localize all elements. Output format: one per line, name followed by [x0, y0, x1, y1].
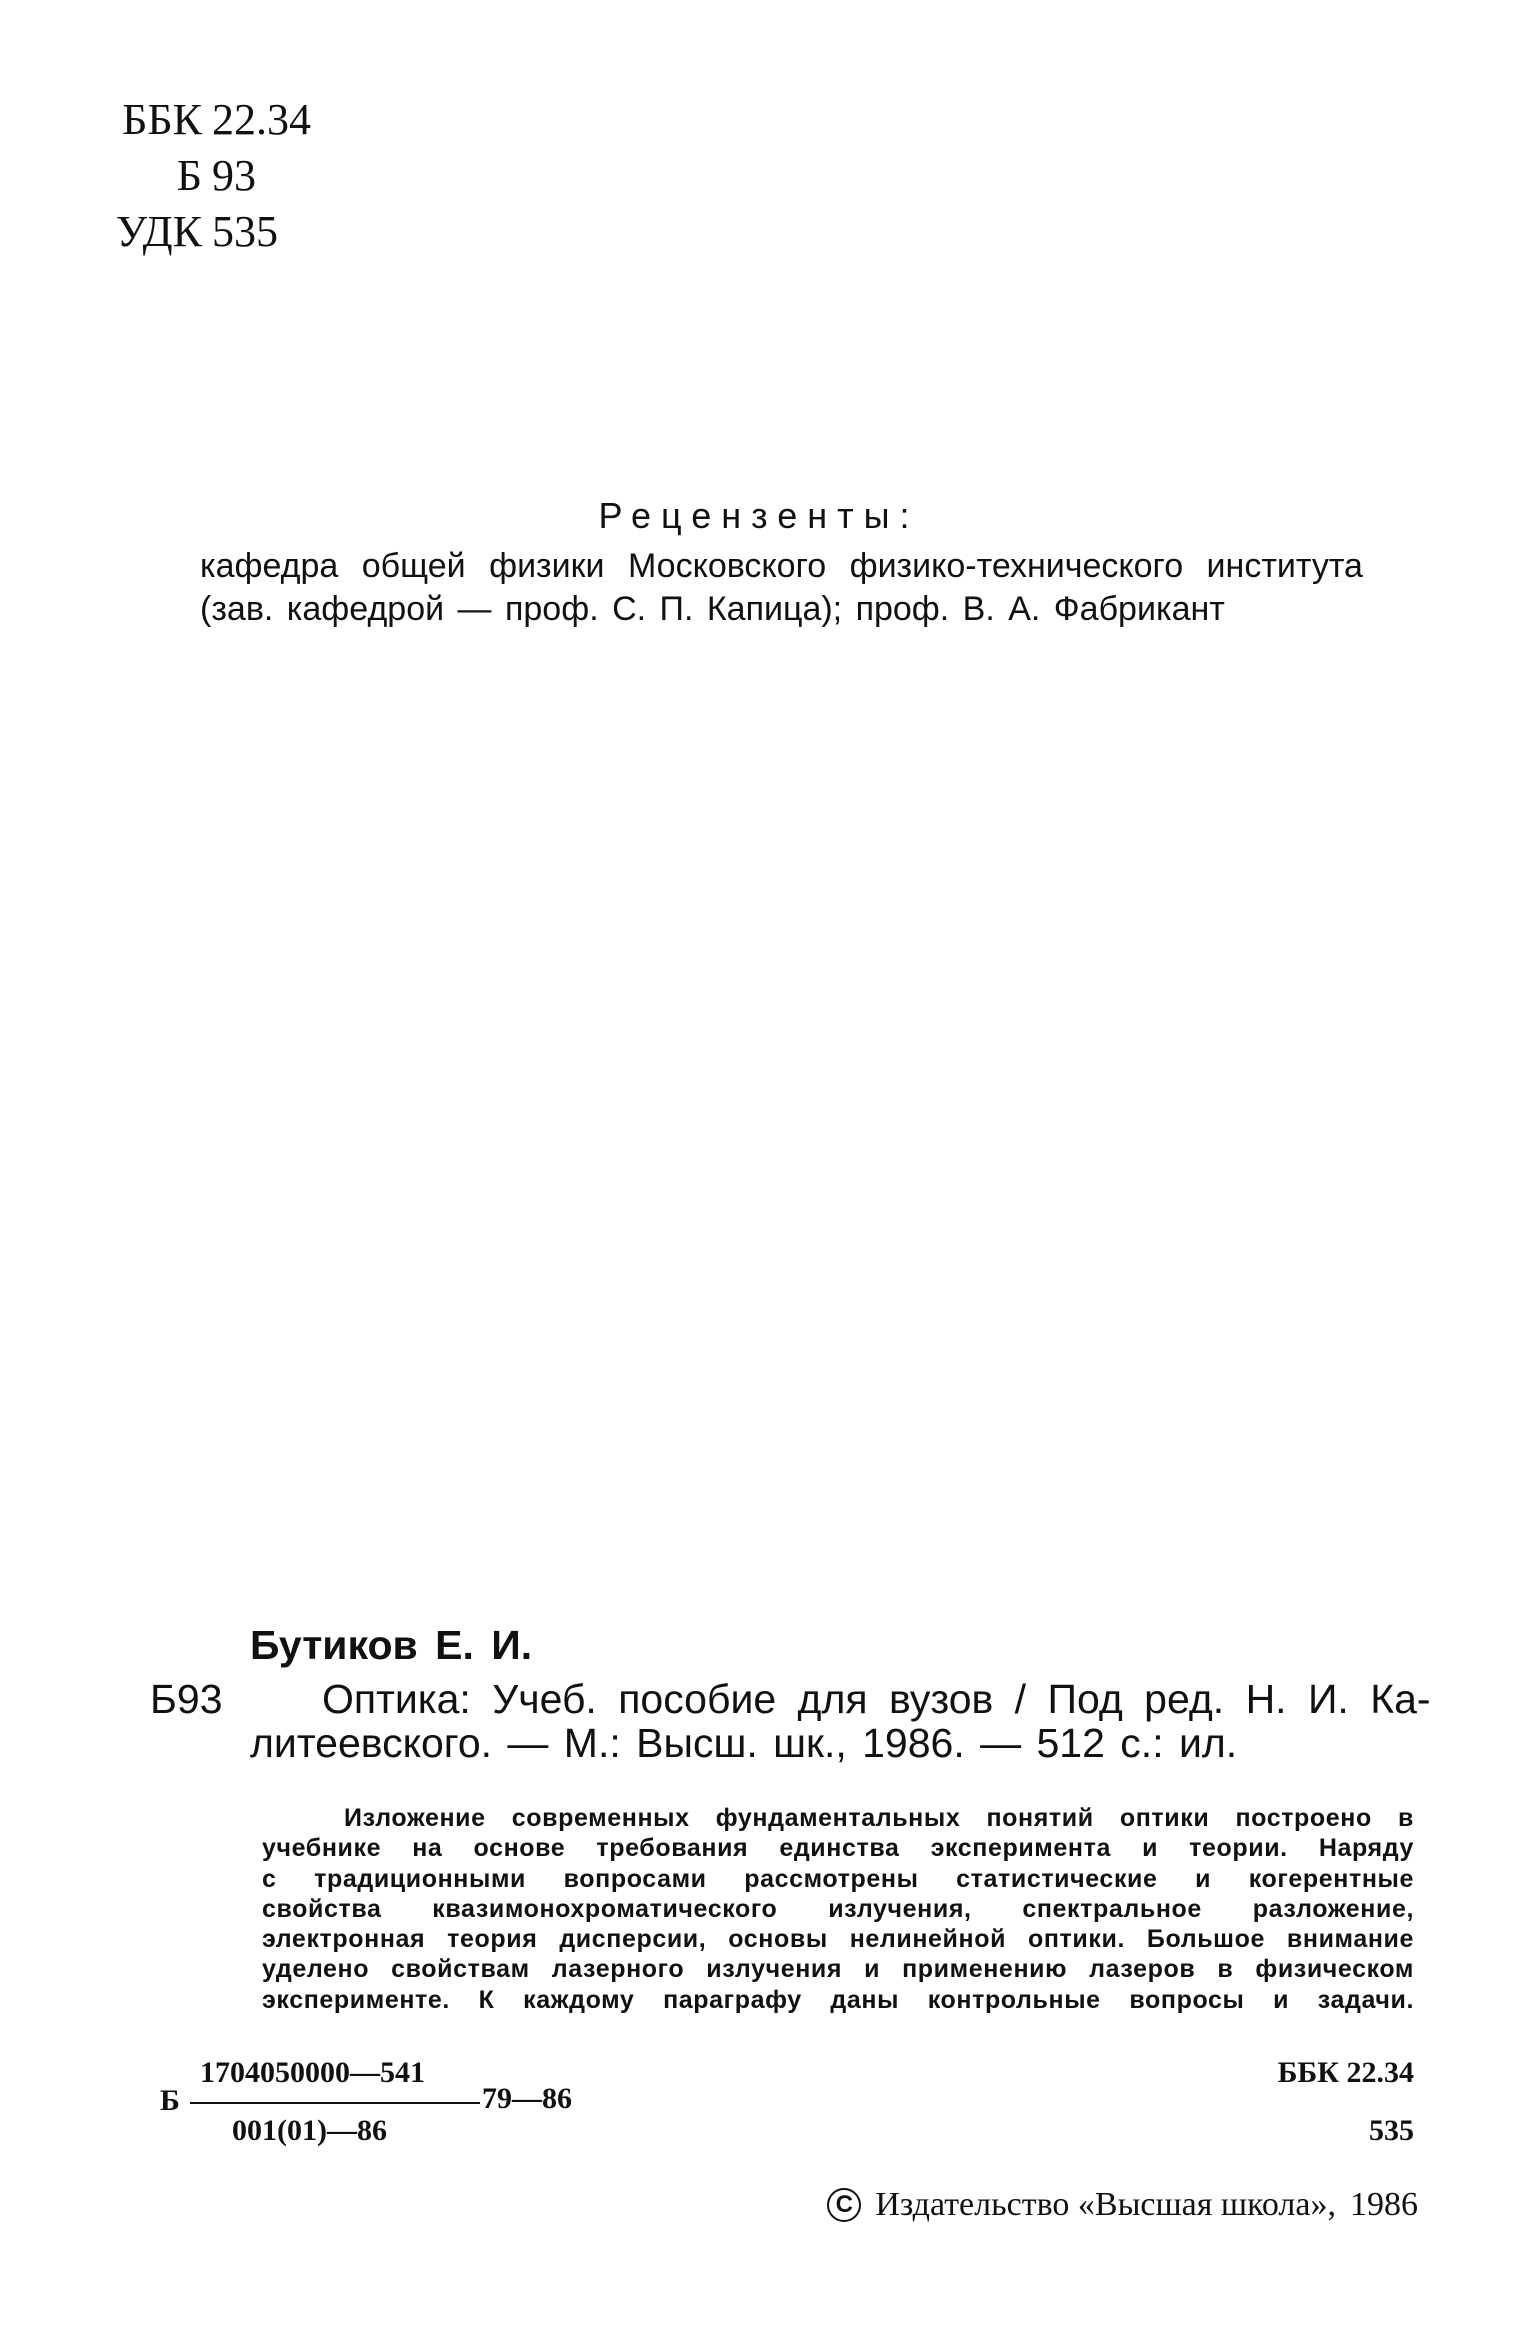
annotation-line: свойства квазимонохроматического излучения, спектральное разложение,	[262, 1894, 1414, 1923]
author-name: Бутиков Е. И.	[250, 1622, 533, 1668]
reviewers-line: кафедра общей физики Московского физико-технического института	[200, 547, 1363, 585]
annotation-line: Изложение современных фундаментальных понятий оптики построено в	[344, 1804, 1414, 1832]
classification-row	[92, 204, 311, 260]
classification-value: 93	[212, 151, 256, 200]
classification-row	[92, 92, 311, 148]
reviewers-heading: Рецензенты:	[598, 495, 920, 536]
annotation-paragraph	[262, 1803, 1414, 2015]
annotation-line: с традиционными вопросами рассмотрены статистические и когерентные	[262, 1864, 1414, 1893]
annotation-line: электронная теория дисперсии, основы нелинейной оптики. Большое внимание	[262, 1925, 1414, 1954]
classification-value: 535	[212, 207, 278, 256]
copyright-publisher: Издательство «Высшая школа»,	[875, 2186, 1336, 2223]
index-numerator: 1704050000—541	[200, 2056, 425, 2089]
bbk-label: ББК 22.34	[1277, 2056, 1414, 2089]
bibliographic-line: Оптика: Учеб. пособие для вузов / Под ред. Н. И. Ка-	[322, 1676, 1431, 1722]
index-letter: Б	[160, 2084, 180, 2117]
index-denominator: 001(01)—86	[232, 2114, 387, 2147]
fraction-rule	[190, 2102, 480, 2104]
bibliographic-line: литеевского. — М.: Высш. шк., 1986. — 512 с.: ил.	[250, 1720, 1238, 1766]
reviewers-line: (зав. кафедрой — проф. С. П. Капица); проф. В. А. Фабрикант	[200, 590, 1225, 628]
bbk-second: 535	[1369, 2114, 1414, 2147]
classification-label: ББК	[122, 95, 202, 144]
annotation-line: уделено свойствам лазерного излучения и применению лазеров в физическом	[262, 1955, 1414, 1984]
classification-value: 22.34	[212, 95, 311, 144]
copyright-icon: C	[827, 2188, 861, 2222]
annotation-line: учебнике на основе требования единства эксперимента и теории. Наряду	[262, 1834, 1414, 1863]
classification-label: Б	[176, 151, 202, 200]
classification-row	[92, 148, 311, 204]
copyright-year: 1986	[1350, 2186, 1418, 2223]
classification-label: УДК	[115, 207, 202, 256]
index-suffix: 79—86	[482, 2082, 572, 2115]
copyright-line	[827, 2186, 1418, 2224]
call-number: Б93	[150, 1676, 223, 1722]
classification-block	[92, 92, 311, 260]
annotation-line: эксперименте. К каждому параграфу даны контрольные вопросы и задачи.	[262, 1985, 1414, 2014]
